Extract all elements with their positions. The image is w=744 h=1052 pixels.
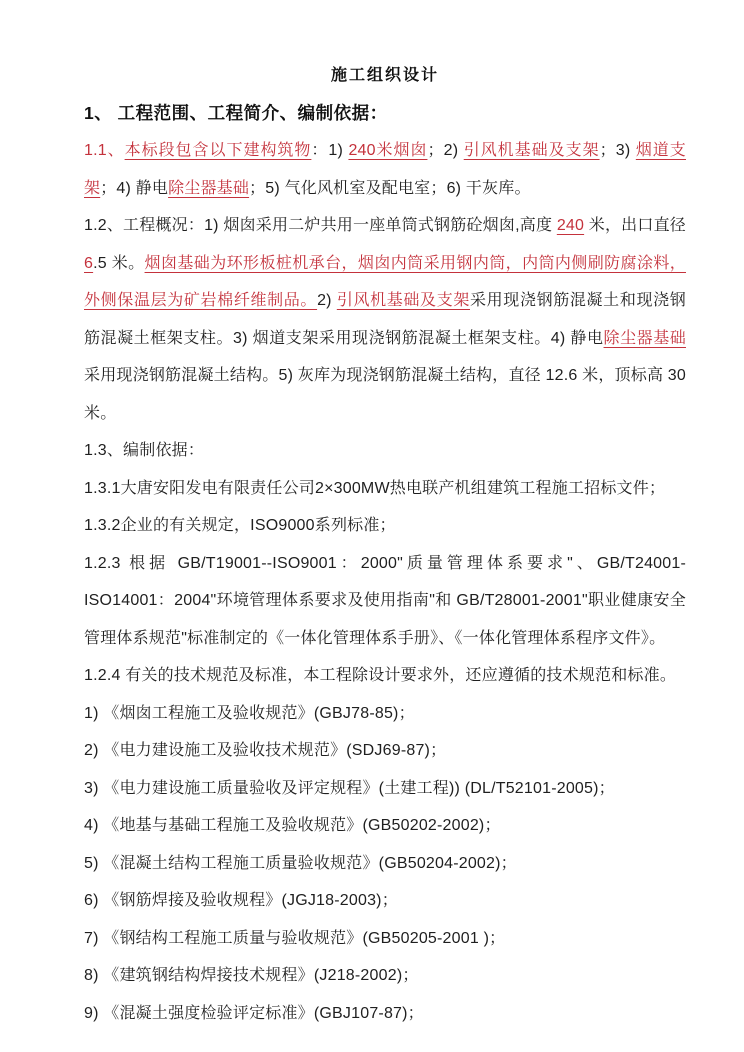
- text-run: 5) 《混凝土结构工程施工质量验收规范》(GB50204-2002)；: [84, 854, 517, 872]
- paragraph-1-3-2: [84, 507, 686, 545]
- text-run: 1.2.4 有关的技术规范及标准，本工程除设计要求外，还应遵循的技术规范和标准。: [84, 667, 677, 684]
- paragraph-1-3: [84, 432, 686, 470]
- list-item-2: [84, 732, 686, 770]
- text-run: ；5) 气化风机室及配电室；6) 干灰库。: [249, 179, 531, 197]
- document-title: 施工组织设计: [330, 65, 439, 84]
- text-run: 除尘器基础: [603, 329, 686, 347]
- text-run: 6) 《钢筋焊接及验收规程》(JGJ18-2003)；: [84, 892, 398, 909]
- text-run: 1.1、: [84, 142, 125, 159]
- list-item-8: [84, 957, 686, 995]
- text-run: 引风机基础及支架: [463, 142, 600, 159]
- text-run: 1.2.3 根据 GB/T19001--ISO9001：2000"质量管理体系要求"、GB/T24001-ISO14001：2004"环境管理体系要求及使用指南"和 GB/T28001-2001"职业健康安全管理体系规范"标准制定的《一体化管理体系手册》、《一体化管理体系程序文件》。: [84, 554, 686, 647]
- list-item-5: [84, 845, 686, 883]
- text-run: 1.3、编制依据：: [84, 442, 205, 459]
- text-run: 7) 《钢结构工程施工质量与验收规范》(GB50205-2001 )；: [84, 929, 506, 947]
- text-run: 240米烟囱: [348, 142, 428, 159]
- text-run: 6: [84, 254, 94, 272]
- text-run: 240: [556, 217, 585, 234]
- text-run: 2) 《电力建设施工及验收技术规范》(SDJ69-87)；: [84, 742, 447, 759]
- list-item-1: [84, 695, 686, 733]
- text-run: 采用现浇钢筋混凝土和现浇钢筋混凝土框架支柱。3) 烟道支架采用现浇钢筋混凝土框架支柱。4) 静电: [84, 292, 686, 347]
- text-run: 1.2、工程概况：1) 烟囱采用二炉共用一座单筒式钢筋砼烟囱,高度: [84, 217, 557, 234]
- text-run: 9) 《混凝土强度检验评定标准》(GBJ107-87)；: [84, 1004, 424, 1022]
- paragraph-1-1: [84, 132, 686, 207]
- text-run: 2): [317, 292, 337, 309]
- list-item-3: [84, 770, 686, 808]
- text-run: 1.3.1大唐安阳发电有限责任公司2×300MW热电联产机组建筑工程施工招标文件；: [84, 479, 666, 497]
- list-item-4: [84, 807, 686, 845]
- list-item-7: [84, 920, 686, 958]
- text-run: 烟道支架: [84, 142, 686, 197]
- text-run: .5 米。: [93, 254, 145, 272]
- list-item-6: [84, 882, 686, 920]
- text-run: 1) 《烟囱工程施工及验收规范》(GBJ78-85)；: [84, 704, 415, 722]
- text-run: 8) 《建筑钢结构焊接技术规程》(J218-2002)；: [84, 967, 419, 984]
- text-run: ；4) 静电: [100, 179, 169, 197]
- text-run: 4) 《地基与基础工程施工及验收规范》(GB50202-2002)；: [84, 817, 501, 834]
- paragraph-1-2-3: [84, 545, 686, 658]
- paragraph-1-3-1: [84, 470, 686, 508]
- text-run: 3) 《电力建设施工质量验收及评定规程》(土建工程)) (DL/T52101-2005)；: [84, 779, 615, 797]
- text-run: ；2): [427, 142, 464, 159]
- text-run: 1.3.2企业的有关规定，ISO9000系列标准；: [84, 517, 396, 534]
- paragraph-1-2-4: [84, 657, 686, 695]
- list-item-9: [84, 995, 686, 1033]
- document-body: [84, 132, 691, 1032]
- text-run: 本标段包含以下建构筑物: [124, 142, 312, 159]
- text-run: 除尘器基础: [168, 179, 250, 197]
- section-heading: 1、 工程范围、工程简介、编制依据：: [84, 103, 388, 123]
- text-run: 引风机基础及支架: [336, 292, 470, 309]
- text-run: 米，出口直径: [584, 217, 691, 234]
- text-run: 烟囱基础为环形板桩机承台，烟囱内筒采用钢内筒，内筒内侧刷防腐涂料，外侧保温层为矿岩棉纤维制品。: [84, 254, 686, 309]
- text-run: ：1): [311, 142, 349, 159]
- text-run: ；3): [599, 142, 636, 159]
- text-run: 采用现浇钢筋混凝土结构。5) 灰库为现浇钢筋混凝土结构，直径 12.6 米，顶标高 30 米。: [84, 367, 691, 422]
- paragraph-1-2: [84, 207, 691, 432]
